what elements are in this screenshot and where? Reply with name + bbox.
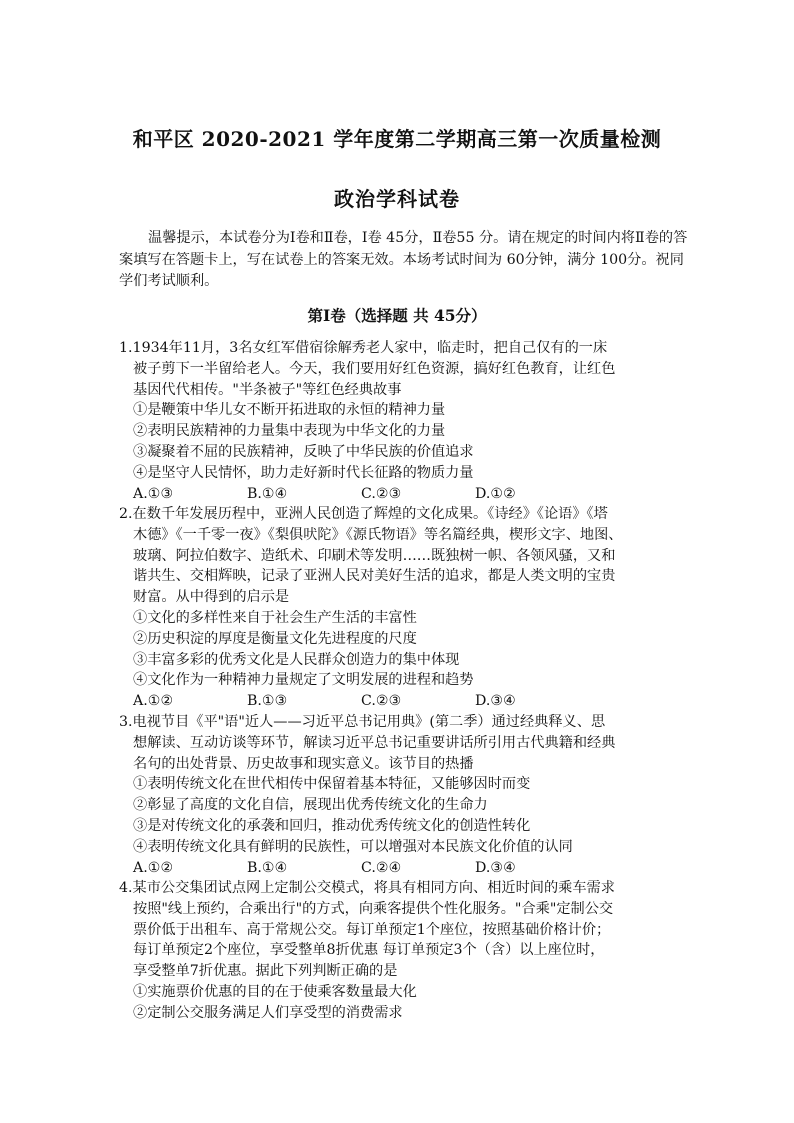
question-stem-line: 名句的出处背景、历史故事和现实意义。该节目的热播 <box>133 755 474 772</box>
answer-choice: A.①② <box>133 859 174 876</box>
question-stem-line: 想解读、互动访谈等环节，解读习近平总书记重要讲话所引用古代典籍和经典 <box>133 734 616 751</box>
question-option: ①表明传统文化在世代相传中保留着基本特征，又能够因时而变 <box>133 776 531 793</box>
question-2 <box>119 504 694 712</box>
question-option: ③丰富多彩的优秀文化是人民群众创造力的集中体现 <box>133 651 460 668</box>
intro-notice: 温馨提示，本试卷分为Ⅰ卷和Ⅱ卷，Ⅰ卷 45分，Ⅱ卷55 分。请在规定的时间内将Ⅱ卷的答案填写在答题卡上，写在试卷上的答案无效。本场考试时间为 60分钟，满分 100分。祝同学们考试顺利。 <box>119 230 688 289</box>
question-stem-line: 每订单预定2个座位，享受整单8折优惠 每订单预定3个（含）以上座位时， <box>133 942 605 959</box>
answer-choices <box>119 484 694 505</box>
exam-title: 和平区 2020-2021 学年度第二学期高三第一次质量检测 <box>132 127 662 151</box>
answer-choice: C.②④ <box>361 859 402 876</box>
question-option: ④表明传统文化具有鲜明的民族性，可以增强对本民族文化价值的认同 <box>133 838 573 855</box>
answer-choice: D.③④ <box>475 693 516 710</box>
question-option: ①实施票价优惠的目的在于使乘客数量最大化 <box>133 983 417 1000</box>
answer-choice: A.①③ <box>133 485 174 502</box>
question-4 <box>119 878 694 1024</box>
answer-choice: B.①④ <box>247 859 288 876</box>
answer-choices <box>119 858 694 879</box>
question-stem-line: 玻璃、阿拉伯数字、造纸术、印刷术等发明……既独树一帜、各领风骚，又和 <box>133 547 616 564</box>
question-stem-line: 基因代代相传。"半条被子"等红色经典故事 <box>133 381 402 398</box>
section-title: 第Ⅰ卷（选择题 共 45分） <box>307 306 487 325</box>
question-1 <box>119 338 694 504</box>
question-option: ②表明民族精神的力量集中表现为中华文化的力量 <box>133 423 446 440</box>
question-stem-line: 享受整单7折优惠。据此下列判断正确的是 <box>133 963 398 980</box>
question-stem-line: 2.在数千年发展历程中，亚洲人民创造了辉煌的文化成果。《诗经》《论语》《塔 <box>119 506 608 522</box>
question-stem-line: 4.某市公交集团试点网上定制公交模式，将具有相同方向、相近时间的乘车需求 <box>119 880 615 896</box>
answer-choice: C.②③ <box>361 485 402 502</box>
question-option: ③凝聚着不屈的民族精神，反映了中华民族的价值追求 <box>133 443 474 460</box>
question-stem-line: 财富。从中得到的启示是 <box>133 589 290 606</box>
question-option: ④是坚守人民情怀，助力走好新时代长征路的物质力量 <box>133 464 474 481</box>
answer-choices <box>119 691 694 712</box>
question-stem-line: 1.1934年11月，3名女红军借宿徐解秀老人家中，临走时，把自己仅有的一床 <box>119 340 608 356</box>
question-stem-line: 3.电视节目《平"语"近人——习近平总书记用典》(第二季）通过经典释义、思 <box>119 714 606 730</box>
question-option: ①是鞭策中华儿女不断开拓进取的永恒的精神力量 <box>133 402 446 419</box>
answer-choice: D.①② <box>475 485 516 502</box>
question-stem-line: 票价低于出租车、高于常规公交。每订单预定1个座位，按照基础价格计价； <box>133 921 611 938</box>
answer-choice: B.①③ <box>247 693 288 710</box>
question-option: ①文化的多样性来自于社会生产生活的丰富性 <box>133 609 417 626</box>
question-option: ②历史积淀的厚度是衡量文化先进程度的尺度 <box>133 630 417 647</box>
question-stem-line: 按照"线上预约，合乘出行"的方式，向乘客提供个性化服务。"合乘"定制公交 <box>133 900 614 917</box>
question-option: ②定制公交服务满足人们享受型的消费需求 <box>133 1004 403 1021</box>
answer-choice: B.①④ <box>247 485 288 502</box>
question-option: ④文化作为一种精神力量规定了文明发展的进程和趋势 <box>133 672 474 689</box>
question-stem-line: 被子剪下一半留给老人。今天，我们要用好红色资源，搞好红色教育，让红色 <box>133 360 616 377</box>
question-stem-line: 木德》《一千零一夜》《梨俱吠陀》《源氏物语》等名篇经典，楔形文字、地图、 <box>133 526 623 543</box>
answer-choice: D.③④ <box>475 859 516 876</box>
question-3 <box>119 712 694 878</box>
question-option: ③是对传统文化的承袭和回归，推动优秀传统文化的创造性转化 <box>133 817 531 834</box>
question-option: ②彰显了高度的文化自信，展现出优秀传统文化的生命力 <box>133 797 488 814</box>
exam-subtitle: 政治学科试卷 <box>334 187 460 211</box>
question-stem-line: 谐共生、交相辉映，记录了亚洲人民对美好生活的追求，都是人类文明的宝贵 <box>133 568 616 585</box>
answer-choice: C.②③ <box>361 693 402 710</box>
answer-choice: A.①② <box>133 693 174 710</box>
